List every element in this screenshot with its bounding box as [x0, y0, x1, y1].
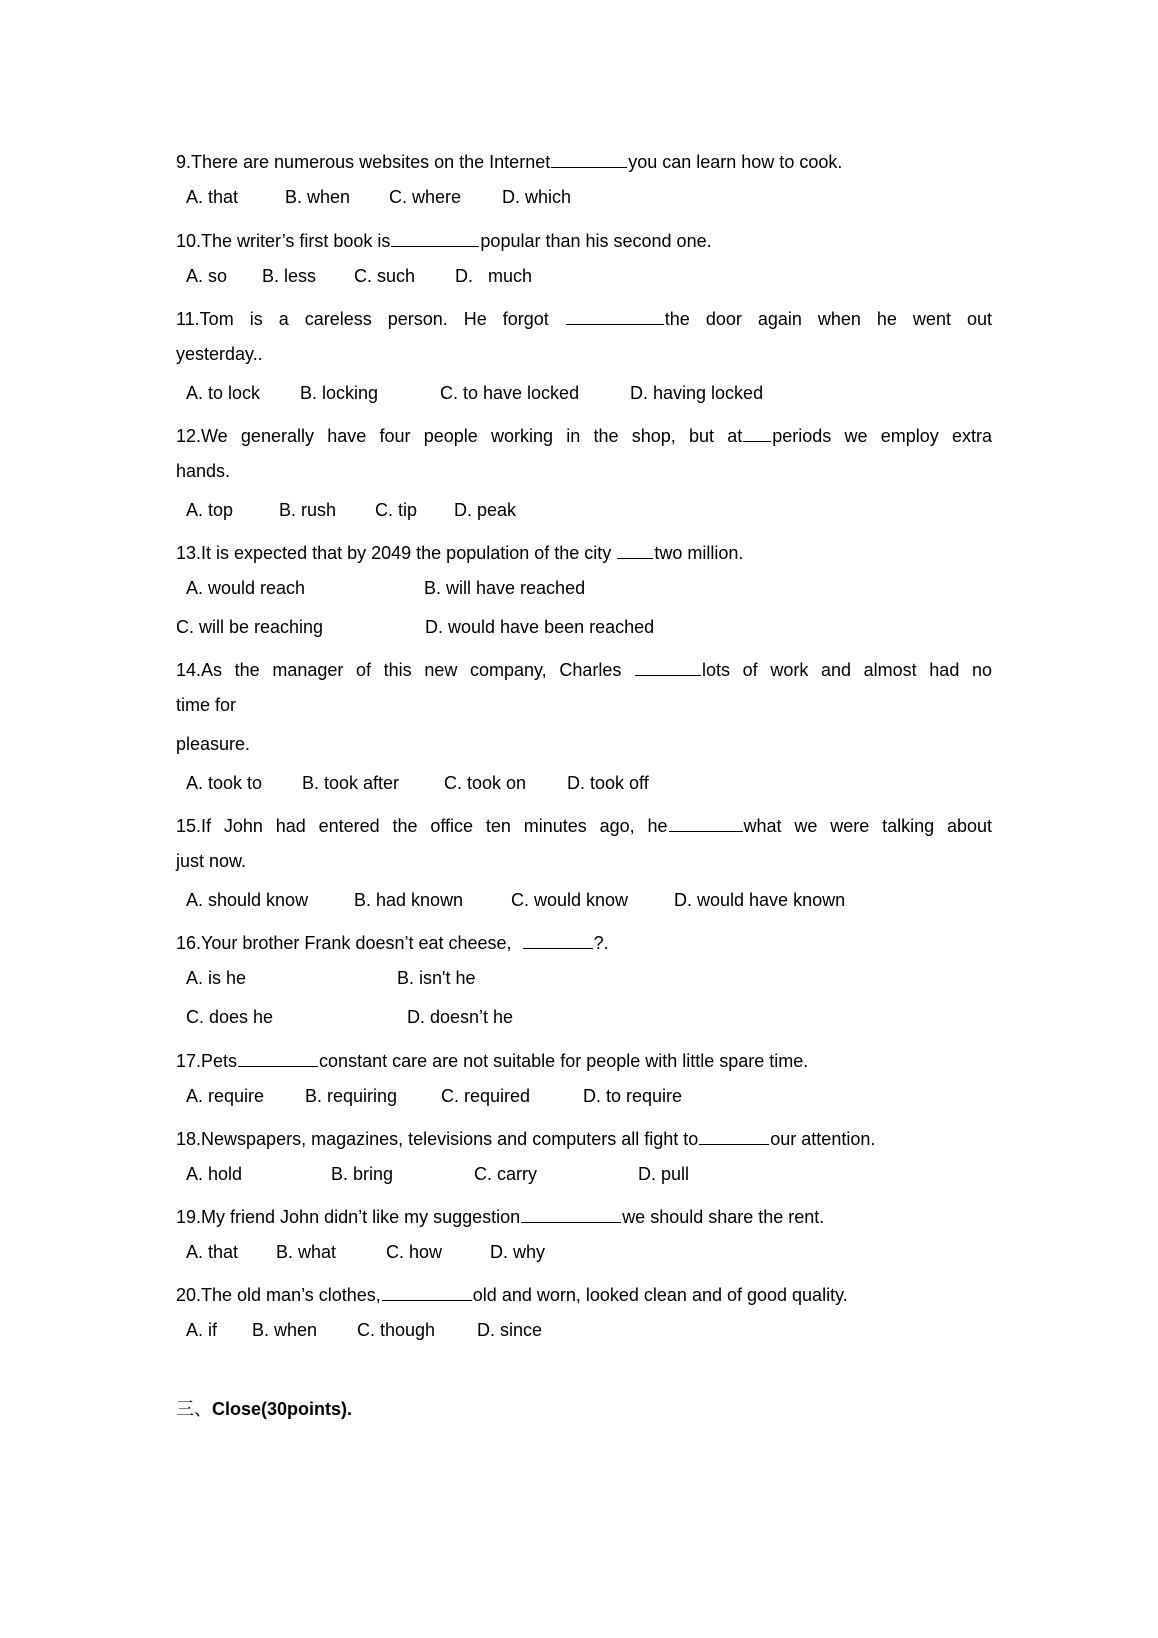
q12-option-a[interactable]: A. top — [186, 500, 234, 520]
question-10-stem — [176, 226, 712, 252]
q20-option-d[interactable]: D. since — [477, 1320, 543, 1340]
question-13-stem — [176, 538, 743, 564]
q10-answer-blank[interactable] — [391, 226, 479, 247]
q17-stem-part-2: constant care are not suitable for people with little spare time. — [319, 1051, 809, 1071]
q16-answer-blank[interactable] — [523, 928, 593, 949]
q9-option-d[interactable]: D. which — [502, 187, 572, 207]
q11-stem-part-1: 11.Tom is a careless person. He forgot — [176, 309, 549, 329]
question-16-stem — [176, 928, 609, 954]
q9-stem-part-1: 9.There are numerous websites on the Internet — [176, 152, 551, 172]
q10-option-d[interactable]: D. much — [455, 266, 533, 286]
question-11-stem — [176, 304, 992, 330]
q13-stem-part-2: two million. — [654, 543, 744, 563]
q15-stem-continued: just now. — [176, 851, 247, 871]
q17-option-b[interactable]: B. requiring — [305, 1086, 398, 1106]
q15-stem-part-1: 15.If John had entered the office ten minutes ago, he — [176, 816, 668, 836]
q19-stem-part-2: we should share the rent. — [622, 1207, 825, 1227]
q19-stem-part-1: 19.My friend John didn’t like my suggestion — [176, 1207, 521, 1227]
q14-option-a[interactable]: A. took to — [186, 773, 263, 793]
q11-option-c[interactable]: C. to have locked — [440, 383, 580, 403]
q20-option-a[interactable]: A. if — [186, 1320, 218, 1340]
question-15-stem — [176, 811, 992, 837]
q18-option-c[interactable]: C. carry — [474, 1164, 537, 1184]
q10-option-b[interactable]: B. less — [262, 266, 317, 286]
q11-option-b[interactable]: B. locking — [300, 383, 379, 403]
q13-answer-blank[interactable] — [617, 538, 653, 559]
q13-option-a[interactable]: A. would reach — [186, 578, 306, 598]
q12-option-d[interactable]: D. peak — [454, 500, 517, 520]
question-20-stem — [176, 1280, 848, 1306]
section-title: Close(30points). — [212, 1399, 353, 1419]
question-12-stem — [176, 421, 992, 447]
q11-option-d[interactable]: D. having locked — [630, 383, 764, 403]
question-18-stem — [176, 1124, 875, 1150]
q19-answer-blank[interactable] — [521, 1202, 621, 1223]
q18-option-d[interactable]: D. pull — [638, 1164, 690, 1184]
q9-answer-blank[interactable] — [551, 147, 627, 168]
q17-option-a[interactable]: A. require — [186, 1086, 265, 1106]
q15-option-a[interactable]: A. should know — [186, 890, 309, 910]
q14-answer-blank[interactable] — [635, 655, 701, 676]
q15-option-b[interactable]: B. had known — [354, 890, 464, 910]
section-number: 三、 — [176, 1399, 212, 1419]
q20-answer-blank[interactable] — [382, 1280, 472, 1301]
q15-option-c[interactable]: C. would know — [511, 890, 629, 910]
q11-stem-continued: yesterday.. — [176, 344, 263, 364]
q14-stem-continued-1: time for — [176, 695, 237, 715]
q14-option-b[interactable]: B. took after — [302, 773, 400, 793]
q12-option-b[interactable]: B. rush — [279, 500, 337, 520]
q15-answer-blank[interactable] — [669, 811, 743, 832]
q18-option-a[interactable]: A. hold — [186, 1164, 243, 1184]
question-14-stem — [176, 655, 992, 681]
q11-stem-part-2: the door again when he went out — [664, 309, 992, 329]
q17-answer-blank[interactable] — [238, 1046, 318, 1067]
q20-stem-part-2: old and worn, looked clean and of good quality. — [472, 1285, 848, 1305]
q9-option-a[interactable]: A. that — [186, 187, 239, 207]
q18-stem-part-2: our attention. — [770, 1129, 876, 1149]
q15-stem-part-2: what we were talking about — [743, 816, 992, 836]
question-9-stem — [176, 147, 842, 173]
q9-stem-part-2: you can learn how to cook. — [628, 152, 843, 172]
q20-option-b[interactable]: B. when — [252, 1320, 318, 1340]
q14-stem-part-2: lots of work and almost had no — [702, 660, 992, 680]
q20-stem-part-1: 20.The old man’s clothes, — [176, 1285, 381, 1305]
q16-option-a[interactable]: A. is he — [186, 968, 247, 988]
q17-option-d[interactable]: D. to require — [583, 1086, 683, 1106]
q19-option-c[interactable]: C. how — [386, 1242, 443, 1262]
q10-option-c[interactable]: C. such — [354, 266, 416, 286]
q17-stem-part-1: 17.Pets — [176, 1051, 238, 1071]
q11-answer-blank[interactable] — [566, 304, 664, 325]
q16-option-b[interactable]: B. isn't he — [397, 968, 476, 988]
q14-option-d[interactable]: D. took off — [567, 773, 649, 793]
q18-stem-part-1: 18.Newspapers, magazines, televisions and computers all fight to — [176, 1129, 699, 1149]
q12-stem-part-2: periods we employ extra — [772, 426, 992, 446]
q13-option-b[interactable]: B. will have reached — [424, 578, 586, 598]
q12-option-c[interactable]: C. tip — [375, 500, 418, 520]
q14-option-c[interactable]: C. took on — [444, 773, 527, 793]
question-19-stem — [176, 1202, 824, 1228]
q18-answer-blank[interactable] — [699, 1124, 769, 1145]
q9-option-c[interactable]: C. where — [389, 187, 462, 207]
q17-option-c[interactable]: C. required — [441, 1086, 531, 1106]
q19-option-a[interactable]: A. that — [186, 1242, 239, 1262]
q13-option-c[interactable]: C. will be reaching — [176, 617, 324, 637]
q20-option-c[interactable]: C. though — [357, 1320, 436, 1340]
q12-stem-continued: hands. — [176, 461, 231, 481]
section-heading — [176, 1398, 352, 1420]
q16-option-c[interactable]: C. does he — [186, 1007, 274, 1027]
q14-stem-continued-2: pleasure. — [176, 734, 251, 754]
q16-stem-part-1: 16.Your brother Frank doesn’t eat cheese, — [176, 933, 512, 953]
q11-option-a[interactable]: A. to lock — [186, 383, 261, 403]
q15-option-d[interactable]: D. would have known — [674, 890, 846, 910]
q13-stem-part-1: 13.It is expected that by 2049 the population of the city — [176, 543, 612, 563]
q16-option-d[interactable]: D. doesn’t he — [407, 1007, 514, 1027]
q13-option-d[interactable]: D. would have been reached — [425, 617, 655, 637]
q18-option-b[interactable]: B. bring — [331, 1164, 394, 1184]
q9-option-b[interactable]: B. when — [285, 187, 351, 207]
q10-stem-part-2: popular than his second one. — [480, 231, 712, 251]
q14-stem-part-1: 14.As the manager of this new company, Charles — [176, 660, 622, 680]
q12-stem-part-1: 12.We generally have four people working in the shop, but at — [176, 426, 743, 446]
q10-option-a[interactable]: A. so — [186, 266, 228, 286]
q16-stem-part-2: ?. — [593, 933, 609, 953]
q12-answer-blank[interactable] — [743, 421, 771, 442]
question-17-stem — [176, 1046, 808, 1072]
q10-stem-part-1: 10.The writer’s first book is — [176, 231, 391, 251]
q19-option-d[interactable]: D. why — [490, 1242, 546, 1262]
q19-option-b[interactable]: B. what — [276, 1242, 337, 1262]
